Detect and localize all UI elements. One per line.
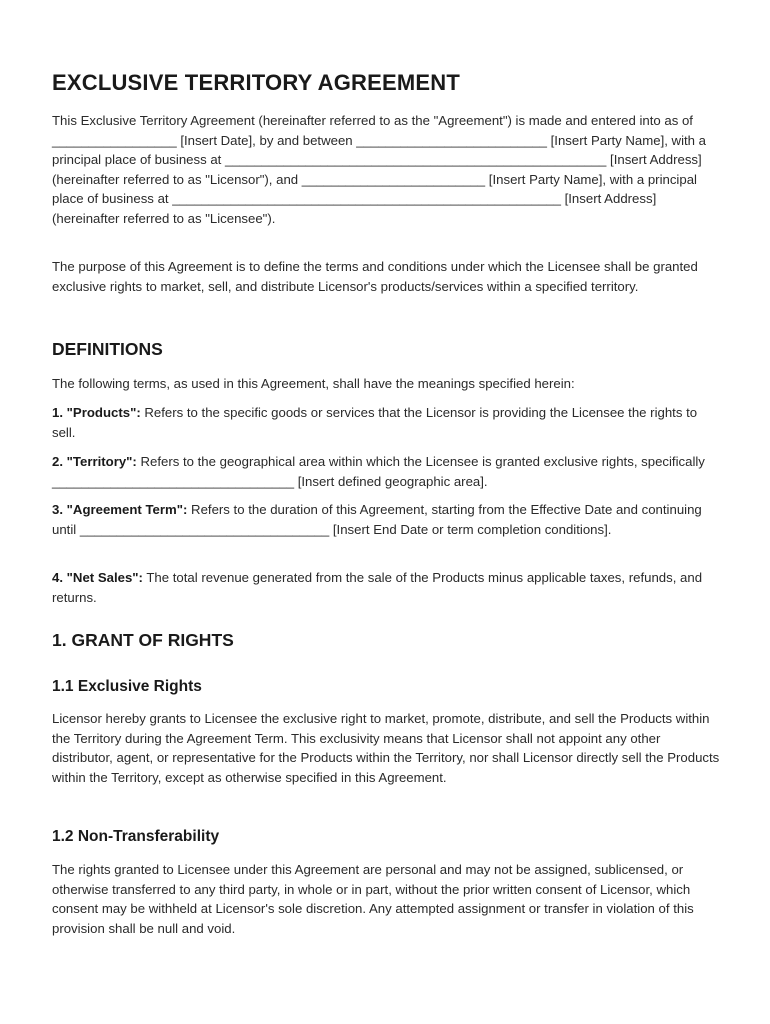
non-transferability-heading: 1.2 Non-Transferability [52,828,220,845]
definition-text: Refers to the specific goods or services that the Licensor is providing the Licensee the rights to sell. [52,405,698,440]
definition-item [52,452,722,491]
exclusive-rights-heading: 1.1 Exclusive Rights [52,678,202,695]
exclusive-rights-paragraph: Licensor hereby grants to Licensee the exclusive right to market, promote, distribute, and sell the Products within the Territory during the Agreement Term. This exclusivity means that Licensor shall not appoint any other distributor, agent, or representative for the Products within the Territory, nor shall Licensor directly sell the Products within the Territory, except as otherwise specified in this Agreement. [52,711,720,785]
definition-term: 1. "Products": [52,405,141,420]
definition-item [52,568,722,607]
definition-term: 2. "Territory": [52,454,137,469]
non-transferability-paragraph: The rights granted to Licensee under this Agreement are personal and may not be assigned, sublicensed, or otherwise transferred to any third party, in whole or in part, without the prior written consent of Licensor, which consent may be withheld at Licensor's sole discretion. Any attempted assignment or transfer in violation of this provision shall be null and void. [52,862,694,936]
intro-paragraph: This Exclusive Territory Agreement (hereinafter referred to as the "Agreement") is made and entered into as of _________________ [Insert Date], by and between __________________________ [Insert Party Name], with a principal place of business at ____________________________________________________ [Insert Address] (hereinafter referred to as "Licensor"), and _________________________ [Insert Party Name], with a principal place of business at _____________________________________________________ [Insert Address] (hereinafter referred to as "Licensee"). [52,113,707,226]
purpose-paragraph: The purpose of this Agreement is to define the terms and conditions under which the Licensee shall be granted exclusive rights to market, sell, and distribute Licensor's products/services within a specified territory. [52,259,698,294]
definition-term: 4. "Net Sales": [52,570,143,585]
definition-text: The total revenue generated from the sale of the Products minus applicable taxes, refunds, and returns. [52,570,703,605]
definition-term: 3. "Agreement Term": [52,502,188,517]
definition-item [52,403,722,442]
document-title: EXCLUSIVE TERRITORY AGREEMENT [52,70,460,95]
definition-text: Refers to the duration of this Agreement, starting from the Effective Date and continuing until __________________________________ [Insert End Date or term completion conditions]. [52,502,702,537]
definitions-lead: The following terms, as used in this Agreement, shall have the meanings specified herein: [52,376,575,391]
definitions-heading: DEFINITIONS [52,339,163,359]
definition-text: Refers to the geographical area within which the Licensee is granted exclusive rights, specifically _________________________________ [Insert defined geographic area]. [52,454,705,489]
definition-item [52,500,722,539]
grant-heading: 1. GRANT OF RIGHTS [52,630,234,650]
